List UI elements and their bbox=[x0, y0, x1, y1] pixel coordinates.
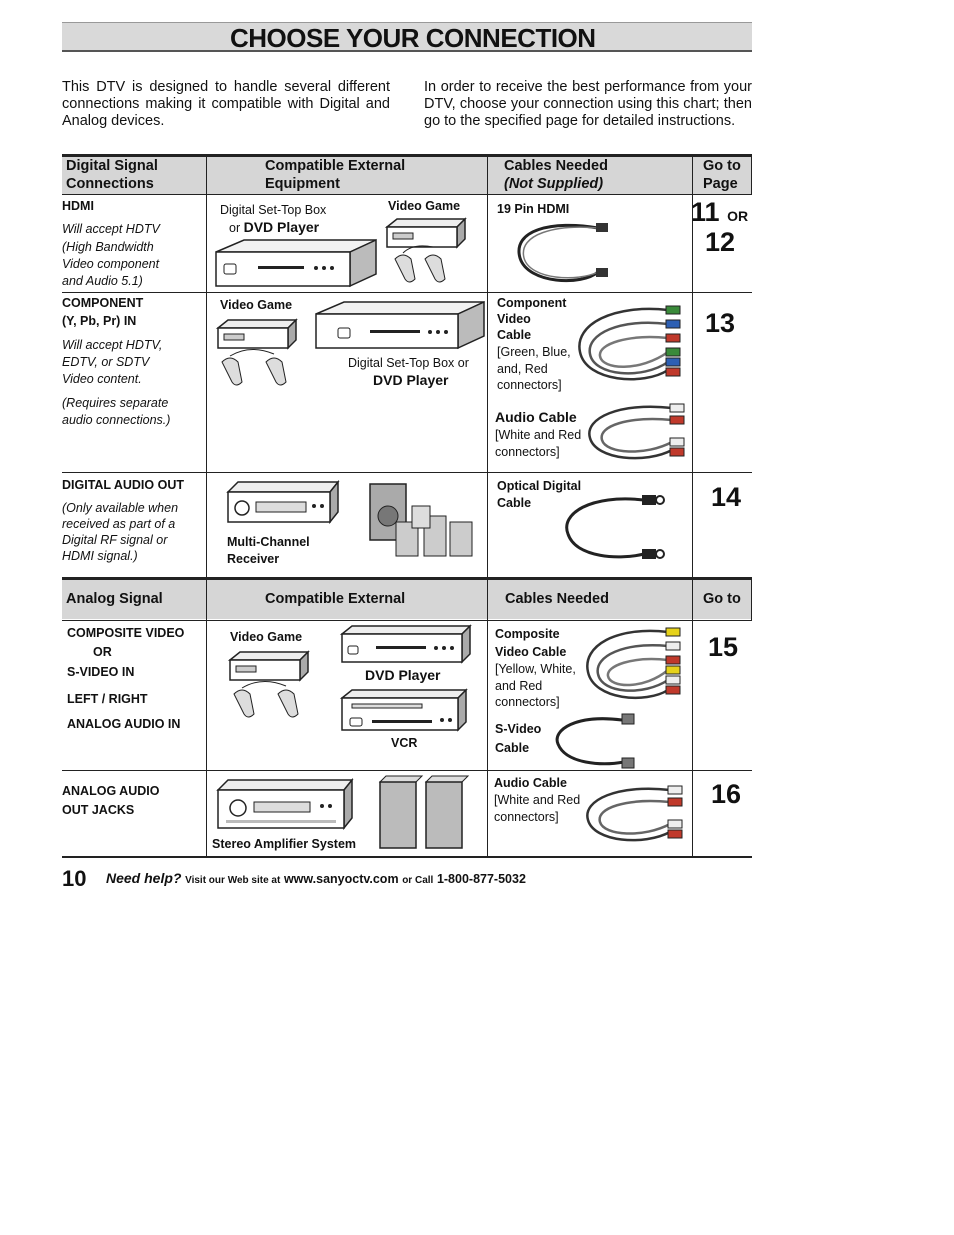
divider bbox=[62, 472, 752, 473]
row-digital-audio-desc: (Only available when bbox=[62, 501, 179, 515]
page-title: CHOOSE YOUR CONNECTION bbox=[230, 23, 596, 53]
dvd-player-icon bbox=[342, 626, 470, 664]
divider bbox=[206, 154, 207, 578]
or-call-text: or Call bbox=[402, 875, 434, 886]
intro-right: In order to receive the best performance from your DTV, choose your connection using this chart; then go to the specified page for detailed instructions. bbox=[424, 79, 752, 129]
equip-label: Video Game bbox=[230, 630, 303, 644]
composite-cable-icon bbox=[582, 624, 686, 712]
equip-label: DVD Player bbox=[373, 372, 449, 388]
cable-desc: [Green, Blue, bbox=[497, 345, 571, 359]
cable-label: S-Video bbox=[495, 722, 542, 736]
website-link[interactable]: www.sanyoctv.com bbox=[283, 872, 399, 886]
header-text: Cables Needed bbox=[504, 158, 608, 174]
speakers-icon bbox=[368, 482, 478, 560]
svideo-cable-icon bbox=[552, 712, 642, 770]
video-game-icon bbox=[216, 318, 316, 390]
equip-label bbox=[229, 219, 319, 237]
page-or: OR bbox=[727, 208, 749, 224]
equip-label: Digital Set-Top Box or bbox=[348, 356, 469, 370]
stereo-amplifier-icon bbox=[218, 780, 352, 830]
row-composite-line: OR bbox=[93, 645, 112, 659]
equip-bold: DVD Player bbox=[243, 219, 320, 235]
page-number: 10 bbox=[62, 866, 87, 891]
header-text: Cables Needed bbox=[505, 591, 609, 607]
row-component-desc: EDTV, or SDTV bbox=[62, 355, 150, 369]
cable-desc: [Yellow, White, bbox=[495, 662, 576, 676]
cable-label: Video bbox=[497, 312, 531, 326]
page-ref-15: 15 bbox=[708, 632, 739, 662]
digital-header-col4 bbox=[693, 157, 751, 194]
equip-label: Video Game bbox=[220, 298, 293, 312]
row-hdmi-desc: (High Bandwidth bbox=[62, 240, 154, 254]
need-help: Need help? bbox=[106, 870, 182, 886]
cable-desc: [White and Red bbox=[494, 793, 581, 807]
page-ref-16: 16 bbox=[711, 779, 742, 809]
row-hdmi-desc: Video component bbox=[62, 257, 160, 271]
row-hdmi-desc: Will accept HDTV bbox=[62, 222, 160, 236]
cable-label: Audio Cable bbox=[495, 409, 577, 425]
equip-label: Stereo Amplifier System bbox=[212, 837, 357, 851]
divider bbox=[62, 620, 752, 621]
cable-label: 19 Pin HDMI bbox=[497, 202, 570, 216]
cable-label: Cable bbox=[497, 328, 532, 342]
intro-left: This DTV is designed to handle several different connections making it compatible with Digital and Analog devices. bbox=[62, 79, 390, 129]
digital-header-col3 bbox=[488, 157, 692, 194]
divider bbox=[487, 154, 488, 578]
set-top-box-icon bbox=[316, 302, 484, 350]
row-analog-out-name bbox=[62, 782, 159, 820]
equip-label: Receiver bbox=[227, 551, 280, 566]
page-ref-12: 12 bbox=[705, 227, 736, 257]
row-name-line: ANALOG AUDIO bbox=[62, 784, 160, 798]
analog-header-col3 bbox=[488, 580, 692, 619]
analog-header-col4 bbox=[693, 580, 751, 619]
page-number: 11 bbox=[691, 197, 720, 227]
divider bbox=[62, 292, 752, 293]
digital-header-col2 bbox=[207, 157, 487, 194]
equip-label: Digital Set-Top Box bbox=[220, 203, 327, 217]
speakers-icon bbox=[380, 776, 470, 850]
divider bbox=[751, 577, 752, 621]
row-composite-line: COMPOSITE VIDEO bbox=[67, 626, 185, 640]
row-digital-audio-desc: Digital RF signal or bbox=[62, 533, 168, 547]
equip-or: or bbox=[229, 221, 241, 235]
header-text: Go to bbox=[703, 591, 741, 607]
equip-label: VCR bbox=[391, 736, 418, 750]
video-game-icon bbox=[385, 217, 465, 287]
receiver-label bbox=[227, 534, 310, 567]
page-ref-13: 13 bbox=[705, 308, 736, 338]
cable-label: Optical Digital bbox=[497, 479, 582, 493]
footer bbox=[62, 866, 752, 890]
cable-label: Composite bbox=[495, 627, 560, 641]
header-text: (Not Supplied) bbox=[504, 176, 604, 192]
cable-desc: and, Red bbox=[497, 361, 548, 376]
equip-label: Multi-Channel bbox=[227, 535, 310, 549]
equip-label: DVD Player bbox=[365, 667, 441, 683]
page-ref-14: 14 bbox=[711, 482, 742, 512]
component-cable-icon bbox=[574, 300, 686, 392]
cable-label: Component bbox=[497, 296, 567, 310]
divider bbox=[487, 577, 488, 857]
help-line bbox=[106, 870, 526, 886]
header-text: Equipment bbox=[265, 176, 340, 192]
divider bbox=[62, 770, 752, 771]
divider bbox=[62, 194, 752, 195]
composite-cable-label bbox=[495, 625, 566, 661]
divider bbox=[206, 577, 207, 857]
row-composite-line: S-VIDEO IN bbox=[67, 665, 135, 679]
header-text: Analog Signal bbox=[66, 591, 163, 607]
visit-text: Visit our Web site at bbox=[185, 875, 281, 886]
row-hdmi-desc: and Audio 5.1) bbox=[62, 274, 143, 288]
receiver-icon bbox=[228, 482, 338, 526]
row-hdmi-name: HDMI bbox=[62, 199, 94, 213]
svideo-cable-label bbox=[495, 720, 541, 758]
header-text: Compatible External bbox=[265, 158, 406, 174]
optical-cable-icon bbox=[560, 494, 668, 562]
header-text: Connections bbox=[66, 176, 154, 192]
cable-desc: [White and Red bbox=[495, 428, 582, 442]
cable-desc: connectors] bbox=[497, 378, 562, 392]
phone-number: 1-800-877-5032 bbox=[436, 872, 526, 886]
row-component-name: (Y, Pb, Pr) IN bbox=[62, 314, 137, 328]
header-text: Digital Signal bbox=[66, 158, 158, 174]
audio-cable-icon bbox=[582, 780, 686, 852]
table-bottom-rule bbox=[62, 856, 752, 858]
row-name-line: OUT JACKS bbox=[62, 803, 135, 817]
title-bar bbox=[62, 22, 752, 52]
composite-cable-desc bbox=[495, 661, 576, 711]
cable-label: Cable bbox=[495, 741, 530, 755]
row-digital-audio-name: DIGITAL AUDIO OUT bbox=[62, 478, 184, 492]
row-component-note: (Requires separate bbox=[62, 396, 169, 410]
vcr-icon bbox=[342, 690, 466, 734]
header-text: Page bbox=[703, 176, 738, 192]
row-component-desc: Video content. bbox=[62, 372, 142, 386]
header-text: Compatible External bbox=[265, 591, 406, 607]
component-cable-label bbox=[497, 295, 566, 343]
hdmi-cable-icon bbox=[512, 220, 612, 288]
analog-out-cable-desc bbox=[494, 792, 580, 825]
analog-header-col2 bbox=[207, 580, 487, 619]
row-digital-audio-desc: HDMI signal.) bbox=[62, 549, 138, 563]
cable-desc: connectors] bbox=[495, 444, 560, 459]
cable-desc: connectors] bbox=[495, 695, 560, 709]
equip-label: Video Game bbox=[388, 199, 461, 213]
cable-label: Cable bbox=[497, 495, 532, 510]
cable-label: Audio Cable bbox=[494, 776, 567, 790]
audio-cable-icon bbox=[584, 398, 688, 470]
component-cable-desc bbox=[497, 344, 571, 394]
cable-label: Video Cable bbox=[495, 645, 567, 659]
divider bbox=[751, 154, 752, 195]
set-top-box-icon bbox=[216, 240, 376, 288]
cable-desc: connectors] bbox=[494, 809, 559, 824]
row-component-note: audio connections.) bbox=[62, 413, 171, 427]
analog-header-col1 bbox=[62, 580, 206, 619]
audio-cable-desc bbox=[495, 427, 581, 460]
row-composite-line: ANALOG AUDIO IN bbox=[67, 717, 181, 731]
divider bbox=[692, 577, 693, 857]
header-text: Go to bbox=[703, 158, 741, 174]
row-digital-audio-desc: received as part of a bbox=[62, 517, 176, 531]
video-game-icon bbox=[228, 650, 328, 722]
row-composite-line: LEFT / RIGHT bbox=[67, 692, 148, 706]
cable-desc: and Red bbox=[495, 678, 543, 693]
digital-header-col1 bbox=[62, 157, 206, 194]
row-component-name: COMPONENT bbox=[62, 296, 144, 310]
row-component-desc: Will accept HDTV, bbox=[62, 338, 163, 352]
page-ref-11 bbox=[691, 197, 748, 228]
